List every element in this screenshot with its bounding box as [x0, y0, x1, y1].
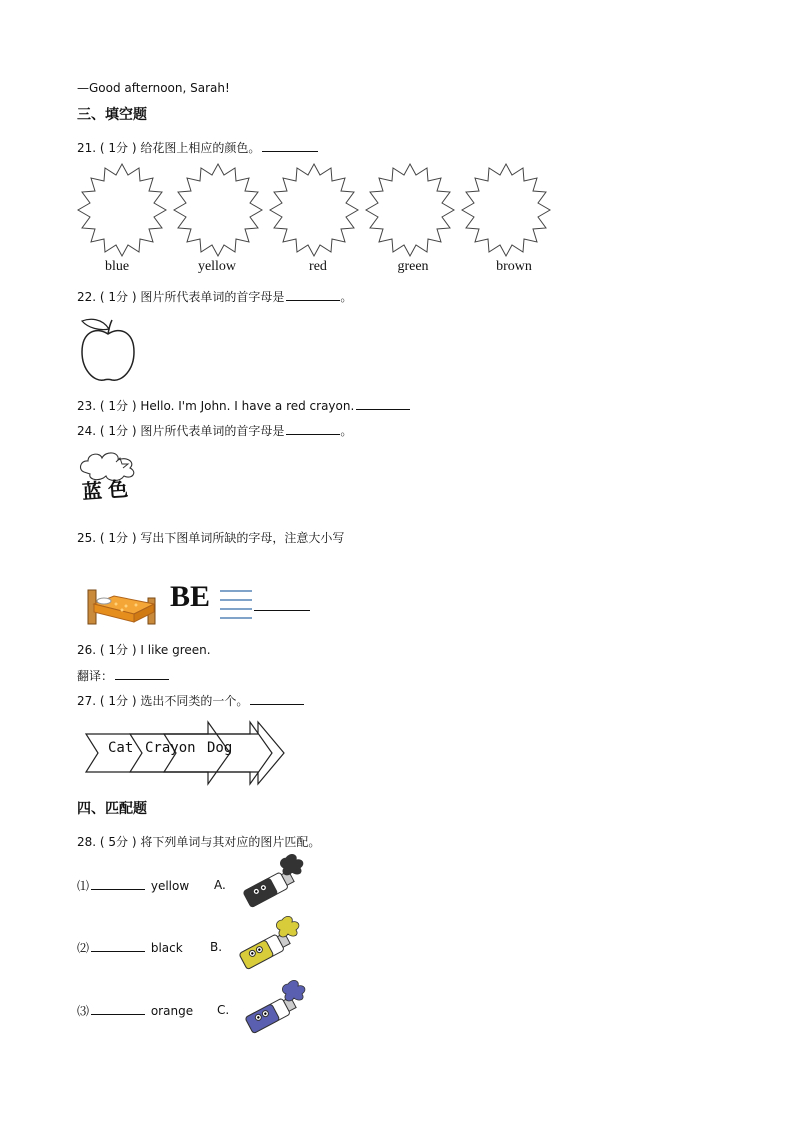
question-25 [77, 530, 344, 546]
answer-blank[interactable] [254, 610, 310, 611]
flower-red[interactable] [270, 164, 358, 256]
arrow-label-dog: Dog [207, 740, 233, 756]
question-23 [77, 397, 410, 414]
item-number: ⑴ [77, 879, 90, 893]
question-number: 24. [77, 424, 97, 438]
question-24 [77, 422, 352, 439]
question-27 [77, 692, 304, 709]
missing-letter-line [220, 608, 252, 610]
picture-text: 蓝色 [81, 476, 135, 504]
question-text: 图片所代表单词的首字母是 [140, 424, 285, 438]
answer-blank[interactable] [91, 1002, 145, 1015]
question-text: I like green. [140, 643, 211, 657]
blue-color-picture [76, 448, 142, 516]
question-score: ( 1分 ) [99, 399, 137, 413]
question-number: 28. [77, 835, 97, 849]
missing-letter-line [220, 599, 252, 601]
flowers-illustration [72, 162, 572, 258]
option-letter: C. [217, 1003, 230, 1017]
question-text: 将下列单词与其对应的图片匹配。 [140, 835, 321, 849]
flower-label: yellow [197, 259, 237, 274]
answer-blank[interactable] [91, 877, 145, 890]
flower-label: red [309, 259, 327, 274]
question-score: ( 1分 ) [99, 643, 137, 657]
question-number: 23. [77, 399, 97, 413]
question-text: 图片所代表单词的首字母是 [140, 290, 285, 304]
option-letter: B. [210, 940, 223, 954]
item-number: ⑶ [77, 1004, 90, 1018]
question-21 [77, 139, 318, 156]
question-number: 26. [77, 643, 97, 657]
question-score: ( 1分 ) [99, 290, 137, 304]
question-26 [77, 642, 211, 658]
answer-blank[interactable] [91, 939, 145, 952]
item-word: black [150, 941, 183, 955]
question-text: 给花图上相应的颜色。 [140, 141, 261, 155]
paint-tube-c-icon [234, 978, 310, 1040]
question-text: 写出下图单词所缺的字母，注意大小写 [140, 531, 345, 545]
answer-blank[interactable] [356, 397, 410, 410]
flower-yellow[interactable] [174, 164, 262, 256]
question-number: 25. [77, 531, 97, 545]
item-number: ⑵ [77, 941, 90, 955]
question-text: Hello. I'm John. I have a red crayon. [140, 399, 355, 413]
match-item [77, 877, 189, 894]
missing-letter-line [220, 617, 252, 619]
intro-line: —Good afternoon, Sarah! [77, 81, 230, 95]
question-score: ( 1分 ) [99, 694, 137, 708]
item-word: yellow [150, 879, 190, 893]
section-title-matching: 四、匹配题 [77, 801, 147, 817]
flower-label: blue [104, 259, 130, 274]
punctuation: 。 [340, 290, 353, 304]
answer-blank[interactable] [286, 422, 340, 435]
question-text: 选出不同类的一个。 [140, 694, 249, 708]
option-letter: A. [214, 878, 226, 892]
question-number: 21. [77, 141, 97, 155]
apple-icon [76, 316, 140, 384]
question-22 [77, 288, 352, 305]
word-part: BE [170, 580, 211, 613]
missing-letter-line [220, 590, 252, 592]
flower-label: green [397, 259, 429, 274]
question-score: ( 1分 ) [99, 141, 137, 155]
question-score: ( 1分 ) [99, 531, 137, 545]
question-score: ( 1分 ) [99, 424, 137, 438]
flower-brown[interactable] [462, 164, 550, 256]
question-28 [77, 834, 320, 850]
flower-label: brown [496, 259, 532, 274]
punctuation: 。 [340, 424, 353, 438]
translation-line [77, 667, 169, 684]
word-puzzle [168, 582, 254, 630]
flower-green[interactable] [366, 164, 454, 256]
paint-tube-b-icon [228, 914, 304, 976]
paint-tube-a-icon [232, 852, 308, 914]
match-item [77, 939, 183, 956]
answer-blank[interactable] [115, 667, 169, 680]
section-title-fill-in: 三、填空题 [77, 107, 147, 123]
arrow-label-crayon: Crayon [145, 740, 196, 756]
question-number: 22. [77, 290, 97, 304]
answer-blank[interactable] [286, 288, 340, 301]
bed-icon [84, 584, 158, 628]
arrow-label-cat: Cat [108, 740, 134, 756]
question-number: 27. [77, 694, 97, 708]
answer-blank[interactable] [250, 692, 304, 705]
match-item [77, 1002, 193, 1019]
answer-blank[interactable] [262, 139, 318, 152]
translation-label: 翻译： [77, 669, 114, 683]
flower-blue[interactable] [78, 164, 166, 256]
item-word: orange [150, 1004, 194, 1018]
question-score: ( 5分 ) [99, 835, 137, 849]
